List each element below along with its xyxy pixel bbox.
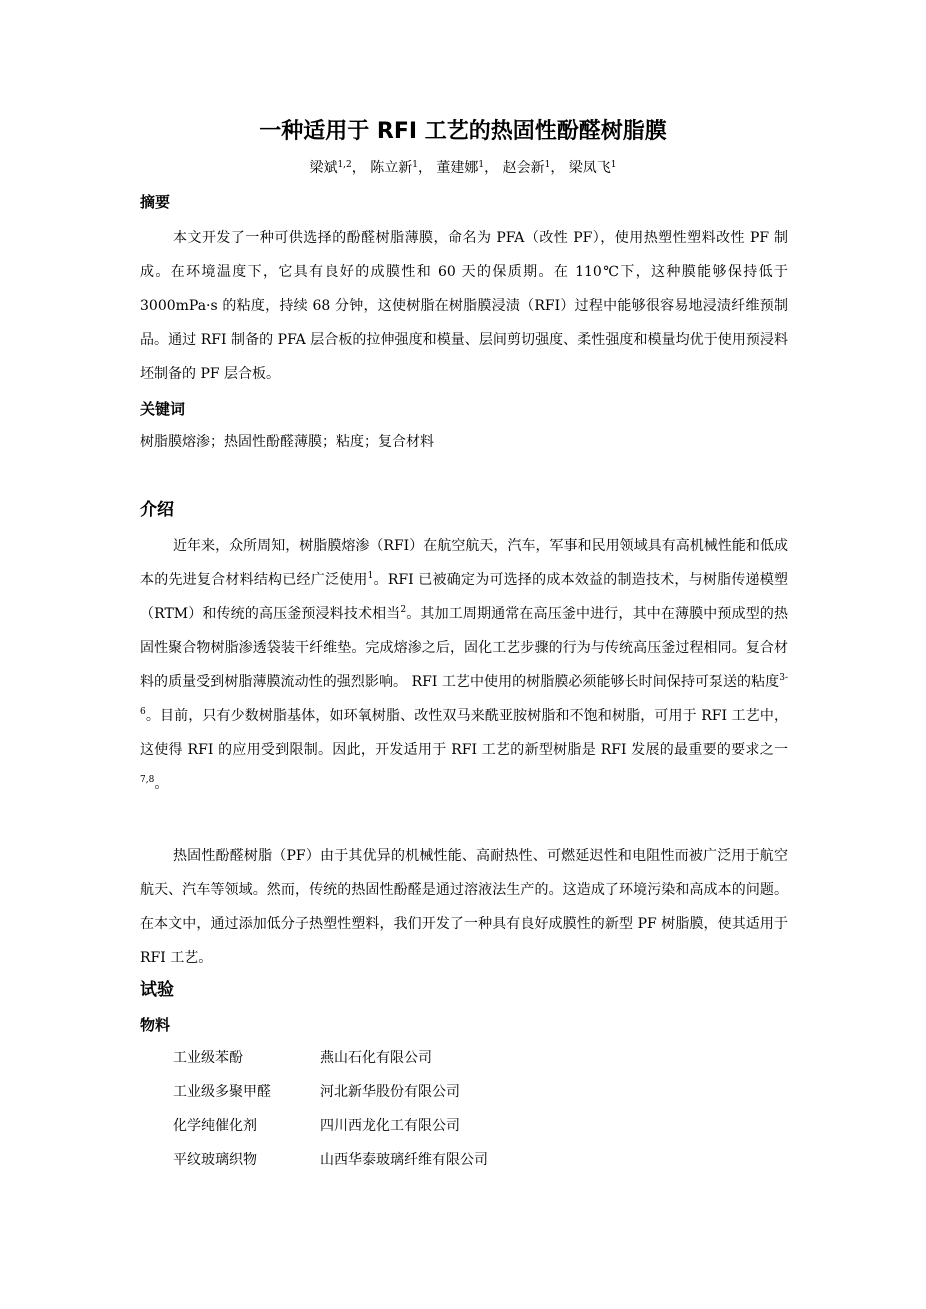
material-name: 工业级苯酚 — [173, 1050, 243, 1066]
citation: 1 — [367, 571, 374, 581]
author: 赵会新$^1$ — [502, 160, 551, 176]
material-row — [173, 1146, 488, 1180]
abstract-heading: 摘要 — [140, 193, 171, 211]
citation: 3-6 — [140, 673, 788, 717]
material-supplier: 山西华泰玻璃纤维有限公司 — [320, 1152, 488, 1168]
material-name: 工业级多聚甲醛 — [173, 1084, 271, 1100]
material-supplier: 河北新华股份有限公司 — [320, 1084, 460, 1100]
citation: 2 — [400, 605, 407, 615]
author: 董建娜$^1$ — [436, 160, 485, 176]
author-list: 梁斌$^{1,2}$， 陈立新$^1$， 董建娜$^1$， 赵会新$^1$， 梁凤飞$^1$ — [309, 160, 617, 176]
material-supplier: 燕山石化有限公司 — [320, 1050, 432, 1066]
material-supplier: 四川西龙化工有限公司 — [320, 1118, 460, 1134]
experiment-heading: 试验 — [140, 980, 174, 1000]
material-row — [173, 1078, 488, 1112]
material-name: 化学纯催化剂 — [173, 1118, 257, 1134]
citation: 7,8 — [140, 775, 155, 785]
materials-heading: 物料 — [140, 1016, 171, 1034]
author: 梁凤飞$^1$ — [568, 160, 617, 176]
keywords-text: 树脂膜熔渗；热固性酚醛薄膜；粘度；复合材料 — [140, 434, 434, 450]
material-row — [173, 1044, 488, 1078]
material-name: 平纹玻璃织物 — [173, 1152, 257, 1168]
materials-list — [173, 1044, 488, 1180]
author: 陈立新$^1$ — [370, 160, 418, 176]
introduction-paragraph-1: 近年来，众所周知，树脂膜熔渗（RFI）在航空航天，汽车，军事和民用领域具有高机械性能和低成本的先进复合材料结构已经广泛使用$^1$。RFI 已被确定为可选择的成本效益的制造技术，与树脂传递模塑（RTM）和传统的高压釜预浸料技术相当$^2$。其加工周期通常在高压釜中进行，其中在薄膜中预成型的热固性聚合物树脂渗透袋装干纤维垫。完成熔渗之后，固化工艺步骤的行为与传统高压釜过程相同。复合材料的质量受到树脂薄膜流动性的强烈影响。 RFI 工艺中使用的树脂膜必须能够长时间保持可泵送的粘度$^{3-6}$。目前，只有少数树脂基体，如环氧树脂、改性双马来酰亚胺树脂和不饱和树脂，可用于 RFI 工艺中，这使得 RFI 的应用受到限制。因此，开发适用于 RFI 工艺的新型树脂是 RFI 发展的最重要的要求之一$^{7,8}$。 — [140, 538, 789, 792]
introduction-heading: 介绍 — [140, 500, 174, 520]
introduction-paragraph-2: 热固性酚醛树脂（PF）由于其优异的机械性能、高耐热性、可燃延迟性和电阻性而被广泛用于航空航天、汽车等领域。然而，传统的热固性酚醛是通过溶液法生产的。这造成了环境污染和高成本的问题。在本文中，通过添加低分子热塑性塑料，我们开发了一种具有良好成膜性的新型 PF 树脂膜，使其适用于 RFI 工艺。 — [140, 848, 788, 966]
keywords-heading: 关键词 — [140, 400, 186, 418]
material-row — [173, 1112, 488, 1146]
abstract-text: 本文开发了一种可供选择的酚醛树脂薄膜，命名为 PFA（改性 PF），使用热塑性塑料改性 PF 制成。在环境温度下，它具有良好的成膜性和 60 天的保质期。在 110℃下，这种膜能够保持低于 3000mPa·s 的粘度，持续 68 分钟，这使树脂在树脂膜浸渍（RFI）过程中能够很容易地浸渍纤维预制品。通过 RFI 制备的 PFA 层合板的拉伸强度和模量、层间剪切强度、柔性强度和模量均优于使用预浸料坯制备的 PF 层合板。 — [140, 230, 788, 382]
author: 梁斌$^{1,2}$ — [309, 160, 352, 176]
paper-title: 一种适用于 RFI 工艺的热固性酚醛树脂膜 — [259, 119, 667, 144]
